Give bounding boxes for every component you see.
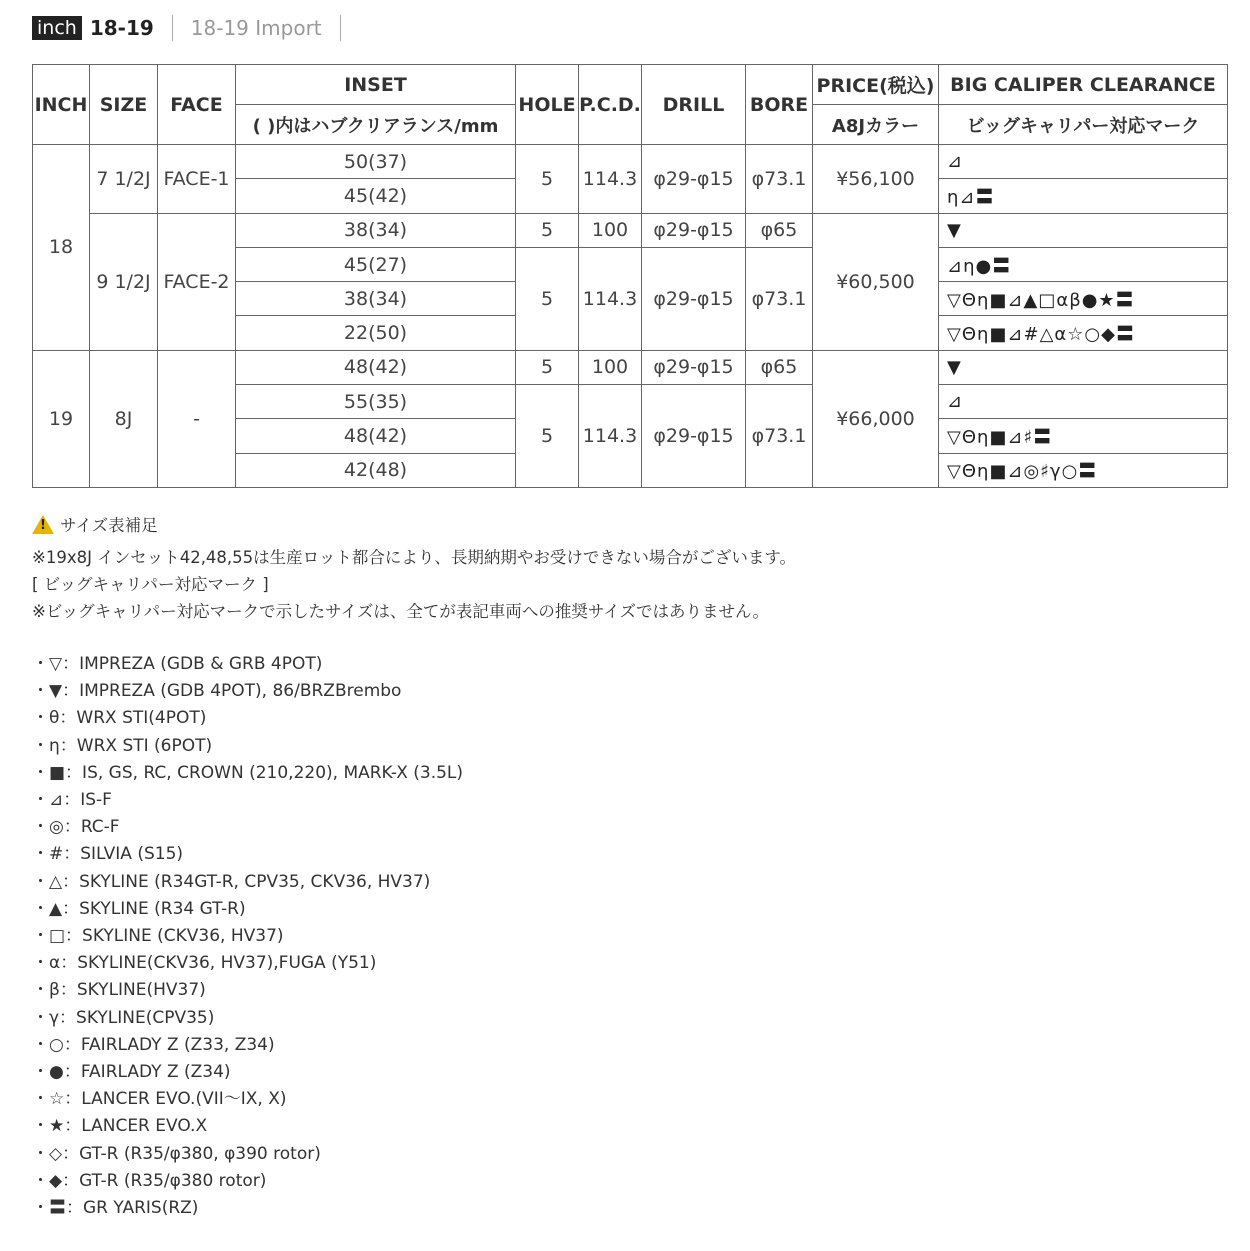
caliper-mark-cell: η⊿〓 [939,179,1228,213]
header-clearance: BIG CALIPER CLEARANCE [939,65,1228,105]
legend-item: ・▼：IMPREZA (GDB 4POT), 86/BRZBrembo [32,681,402,702]
warning-icon [32,515,54,534]
drill-cell: φ29-φ15 [642,385,746,488]
inset-cell: 42(48) [236,453,516,487]
legend-item: ・#：SILVIA (S15) [32,844,184,865]
caliper-mark-cell: ⊿η●〓 [939,247,1228,281]
header-price-sub: A8Jカラー [813,105,939,145]
header-pcd: P.C.D. [579,65,642,145]
inset-cell: 55(35) [236,385,516,419]
price-cell: ¥60,500 [813,213,939,350]
caliper-mark-cell: ▽Θη■⊿♯〓 [939,419,1228,453]
header-hole: HOLE [516,65,579,145]
notes-heading-text: サイズ表補足 [60,516,158,535]
bore-cell: φ73.1 [746,247,813,350]
hole-cell: 5 [516,385,579,488]
size-cell: 8J [90,350,158,487]
face-cell: FACE-1 [158,145,236,214]
table-row [33,213,1228,247]
notes-section [32,510,1232,1222]
legend-item: ・β：SKYLINE(HV37) [32,980,206,1001]
hole-cell: 5 [516,350,579,384]
header-price: PRICE(税込) [813,65,939,105]
inset-cell: 22(50) [236,316,516,350]
pcd-cell: 114.3 [579,247,642,350]
pcd-cell: 100 [579,213,642,247]
size-tabs [32,14,341,42]
header-inch: INCH [33,65,90,145]
caliper-mark-cell: ▽Θη■⊿◎♯γ○〓 [939,453,1228,487]
legend-item: ・★：LANCER EVO.X [32,1116,208,1137]
header-inset: INSET [236,65,516,105]
face-cell: FACE-2 [158,213,236,350]
legend-item: ・α：SKYLINE(CKV36, HV37),FUGA (Y51) [32,953,377,974]
legend-item: ・◎：RC-F [32,817,120,838]
hole-cell: 5 [516,213,579,247]
caliper-mark-cell: ▽Θη■⊿▲□αβ●★〓 [939,282,1228,316]
inset-cell: 38(34) [236,213,516,247]
legend-item: ・●：FAIRLADY Z (Z34) [32,1062,231,1083]
bore-cell: φ73.1 [746,385,813,488]
caliper-mark-cell: ▽Θη■⊿#△α☆○◆〓 [939,316,1228,350]
header-drill: DRILL [642,65,746,145]
legend-item: ・☆：LANCER EVO.(VII〜IX, X) [32,1089,287,1110]
note-line: ※19x8J インセット42,48,55は生産ロット都合により、長期納期やお受けできない場合がございます。 [32,548,797,567]
header-inset-sub: ( )内はハブクリアランス/mm [236,105,516,145]
header-bore: BORE [746,65,813,145]
caliper-mark-cell: ⊿ [939,145,1228,179]
caliper-mark-cell: ⊿ [939,385,1228,419]
legend-item: ・▲：SKYLINE (R34 GT-R) [32,898,246,919]
caliper-mark-cell: ▼ [939,213,1228,247]
pcd-cell: 100 [579,350,642,384]
hole-cell: 5 [516,145,579,214]
note-line: [ ビッグキャリパー対応マーク ] [32,575,269,594]
drill-cell: φ29-φ15 [642,247,746,350]
inset-cell: 45(27) [236,247,516,281]
legend-item: ・◇：GT-R (R35/φ380, φ390 rotor) [32,1143,321,1164]
pcd-cell: 114.3 [579,145,642,214]
inch-cell: 18 [33,145,90,351]
caliper-mark-legend [32,651,1232,1222]
tab-18-19[interactable]: 18-19 [89,16,154,40]
bore-cell: φ73.1 [746,145,813,214]
bore-cell: φ65 [746,350,813,384]
drill-cell: φ29-φ15 [642,145,746,214]
size-cell: 9 1/2J [90,213,158,350]
inch-badge: inch [32,16,82,40]
price-cell: ¥56,100 [813,145,939,214]
caliper-mark-cell: ▼ [939,350,1228,384]
tab-divider [340,15,341,41]
legend-item: ・■：IS, GS, RC, CROWN (210,220), MARK-X (3.5L) [32,762,464,783]
table-row [33,145,1228,179]
pcd-cell: 114.3 [579,385,642,488]
spec-table-body [33,145,1228,488]
legend-item: ・▽：IMPREZA (GDB & GRB 4POT) [32,654,323,674]
inset-cell: 48(42) [236,419,516,453]
header-clearance-sub: ビッグキャリパー対応マーク [939,105,1228,145]
inset-cell: 48(42) [236,350,516,384]
inset-cell: 38(34) [236,282,516,316]
table-row [33,350,1228,384]
face-cell: - [158,350,236,487]
legend-item: ・η：WRX STI (6POT) [32,735,213,756]
legend-item: ・□：SKYLINE (CKV36, HV37) [32,926,284,947]
header-face: FACE [158,65,236,145]
legend-item: ・θ：WRX STI(4POT) [32,708,207,729]
note-line: ※ビッグキャリパー対応マークで示したサイズは、全てが表記車両への推奨サイズではありません。 [32,602,770,621]
notes-heading [32,510,1232,538]
inset-cell: 45(42) [236,179,516,213]
legend-item: ・◆：GT-R (R35/φ380 rotor) [32,1170,267,1191]
hole-cell: 5 [516,247,579,350]
drill-cell: φ29-φ15 [642,213,746,247]
price-cell: ¥66,000 [813,350,939,487]
legend-item: ・γ：SKYLINE(CPV35) [32,1007,215,1028]
inset-cell: 50(37) [236,145,516,179]
bore-cell: φ65 [746,213,813,247]
legend-item: ・○：FAIRLADY Z (Z33, Z34) [32,1034,275,1055]
wheel-spec-table [32,64,1228,488]
legend-item: ・⊿：IS-F [32,790,112,811]
legend-item: ・〓：GR YARIS(RZ) [32,1198,199,1219]
drill-cell: φ29-φ15 [642,350,746,384]
size-cell: 7 1/2J [90,145,158,214]
tab-18-19-import[interactable]: 18-19 Import [172,15,340,41]
header-size: SIZE [90,65,158,145]
legend-item: ・△：SKYLINE (R34GT-R, CPV35, CKV36, HV37) [32,871,431,892]
inch-cell: 19 [33,350,90,487]
